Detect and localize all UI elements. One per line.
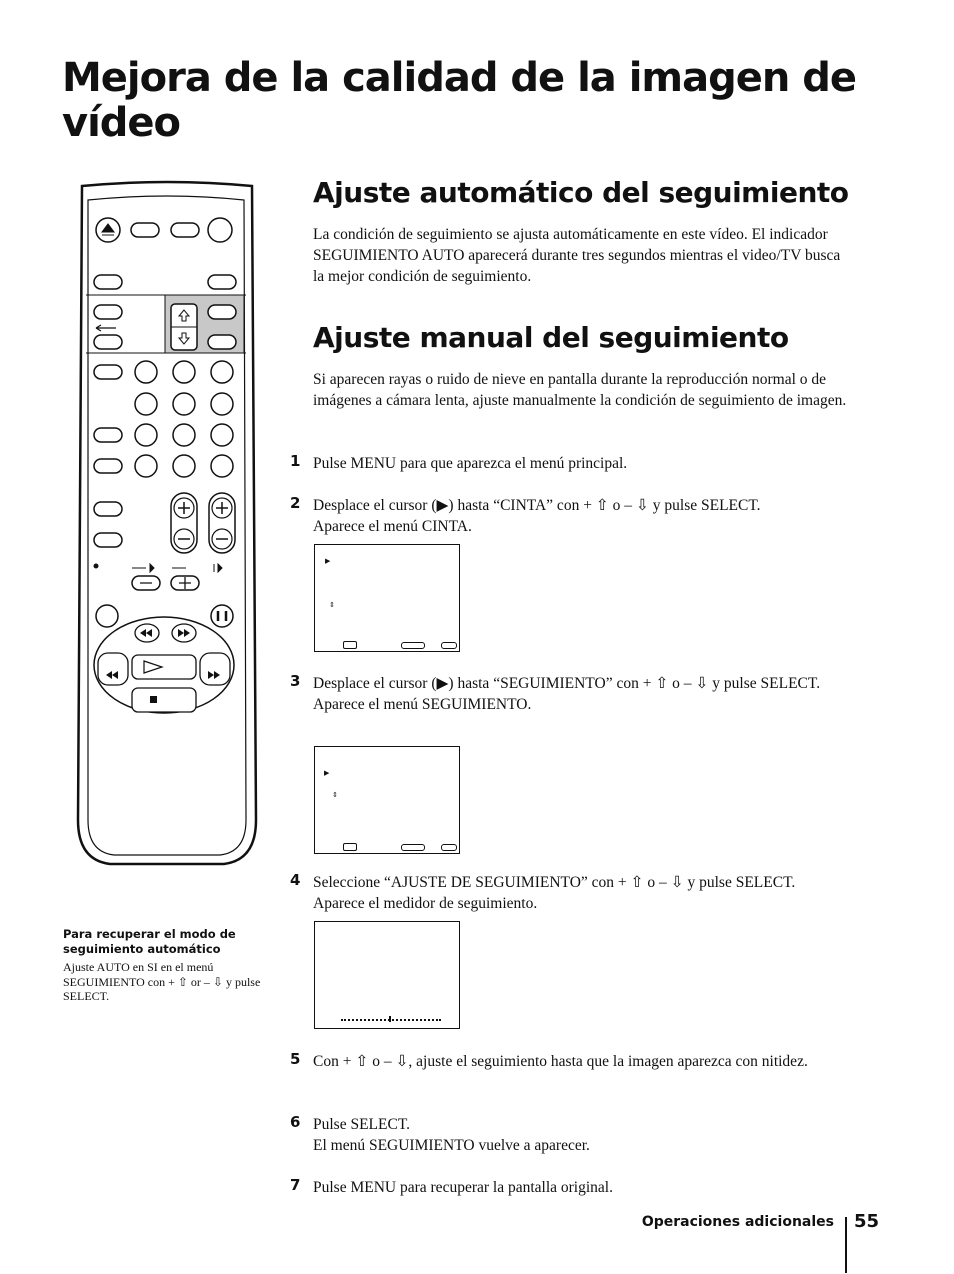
remote-control-illustration <box>74 180 260 870</box>
auto-heading: Ajuste automático del seguimiento <box>313 176 849 209</box>
step-text: Desplace el cursor (▶) hasta “SEGUIMIENTO” con + ⇧ o – ⇩ y pulse SELECT. Aparece el menú SEGUIMIENTO. <box>313 675 821 713</box>
tracking-meter-screen <box>314 921 460 1029</box>
step-text: Seleccione “AJUSTE DE SEGUIMIENTO” con + ⇧ o – ⇩ y pulse SELECT. Aparece el medidor de seguimiento. <box>313 874 796 912</box>
step-number: 5 <box>290 1050 301 1068</box>
screen-button <box>401 642 425 649</box>
step-text: Pulse MENU para que aparezca el menú principal. <box>313 455 628 472</box>
footer-section-title: Operaciones adicionales <box>641 1214 834 1230</box>
screen-button <box>441 642 457 649</box>
page-title: Mejora de la calidad de la imagen de vídeo <box>62 55 857 146</box>
manual-intro: Si aparecen rayas o ruido de nieve en pantalla durante la reproducción normal o de imágenes a cámara lenta, ajuste manualmente la condición de seguimiento de imagen. <box>313 371 847 409</box>
manual-heading: Ajuste manual del seguimiento <box>313 321 789 354</box>
screen-button <box>401 844 425 851</box>
screen-button <box>441 844 457 851</box>
footer-divider <box>845 1217 847 1273</box>
updown-arrow-icon: ⇕ <box>329 601 335 609</box>
step-text: Pulse SELECT. El menú SEGUIMIENTO vuelve a aparecer. <box>313 1116 590 1154</box>
step-number: 6 <box>290 1113 301 1131</box>
step-text: Desplace el cursor (▶) hasta “CINTA” con + ⇧ o – ⇩ y pulse SELECT. Aparece el menú CINTA. <box>313 497 761 535</box>
note-title: Para recuperar el modo de seguimiento automático <box>63 927 236 956</box>
step-number: 1 <box>290 452 301 470</box>
step-text: Con + ⇧ o – ⇩, ajuste el seguimiento hasta que la imagen aparezca con nitidez. <box>313 1053 808 1070</box>
play-triangle-icon: ▶ <box>325 557 331 565</box>
step-number: 3 <box>290 672 301 690</box>
updown-arrow-icon: ⇕ <box>332 791 338 799</box>
screen-indicator <box>343 641 357 649</box>
step-text: Pulse MENU para recuperar la pantalla original. <box>313 1179 613 1196</box>
seguimiento-menu-screen <box>314 746 460 854</box>
play-triangle-icon: ▶ <box>324 769 330 777</box>
auto-text: La condición de seguimiento se ajusta automáticamente en este vídeo. El indicador SEGUIMIENTO AUTO aparecerá durante tres segundos mientras el video/TV busca la mejor condición de seguimiento. <box>313 226 841 285</box>
step-number: 4 <box>290 871 301 889</box>
step-number: 2 <box>290 494 301 512</box>
step-number: 7 <box>290 1176 301 1194</box>
cinta-menu-screen <box>314 544 460 652</box>
tracking-meter-bar <box>341 1019 441 1021</box>
screen-indicator <box>343 843 357 851</box>
page-number: 55 <box>854 1211 880 1232</box>
tracking-meter-marker <box>389 1016 391 1022</box>
note-body: Ajuste AUTO en SI en el menú SEGUIMIENTO con + ⇧ or – ⇩ y pulse SELECT. <box>63 960 261 1003</box>
